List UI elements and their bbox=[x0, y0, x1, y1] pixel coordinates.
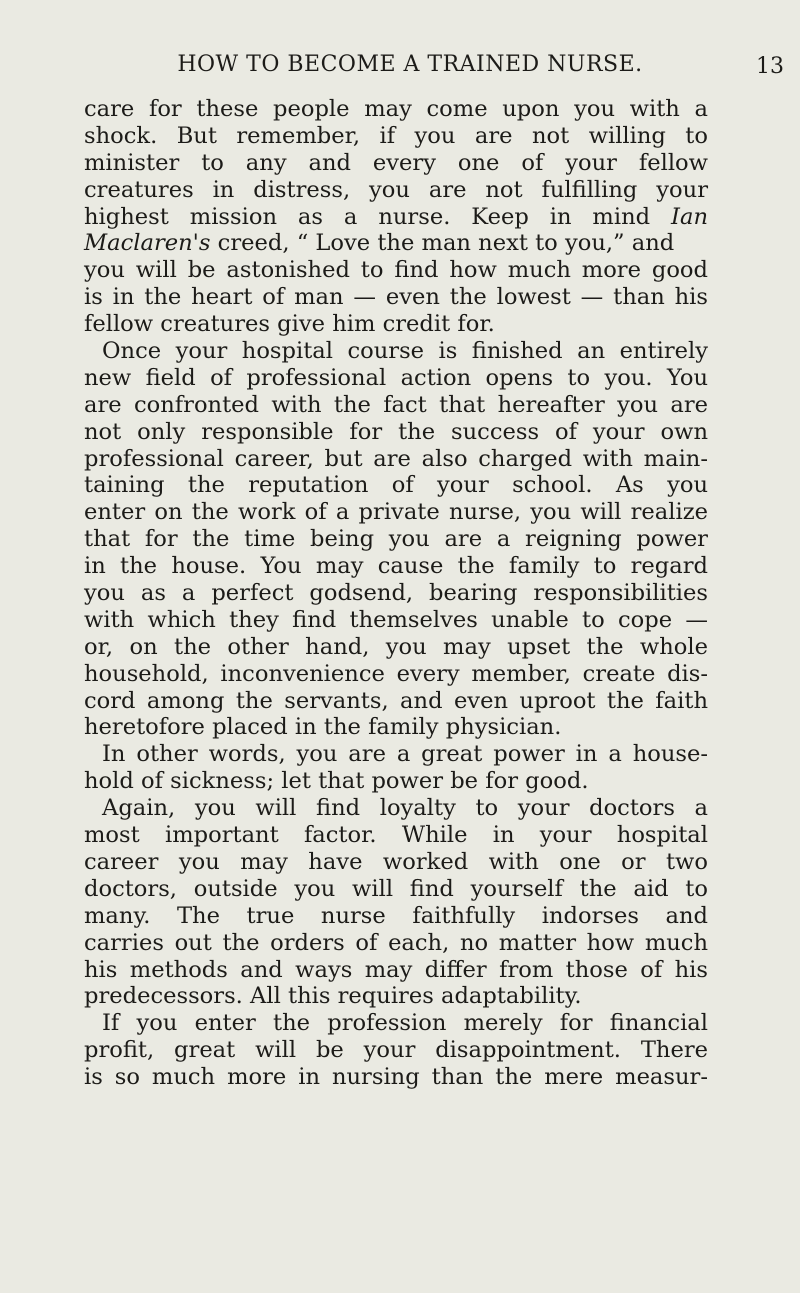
text-line: care for these people may come upon you with a bbox=[84, 96, 708, 122]
text-line: you will be astonished to find how much more good bbox=[84, 257, 708, 284]
text-line: in the house. You may cause the family to regard bbox=[84, 553, 708, 580]
text-line: profit, great will be your disappointment. There bbox=[84, 1037, 708, 1064]
text-line: heretofore placed in the family physician. bbox=[84, 714, 562, 741]
text-line: cord among the servants, and even uproot the faith bbox=[84, 687, 708, 714]
text-line: not only responsible for the success of your own bbox=[84, 418, 708, 445]
text-line: professional career, but are also charged with main- bbox=[84, 445, 708, 472]
text-line: minister to any and every one of your fellow bbox=[84, 149, 708, 176]
text-line: doctors, outside you will find yourself the aid to bbox=[84, 875, 708, 902]
text-line: carries out the orders of each, no matter how much bbox=[84, 929, 708, 956]
text-line: taining the reputation of your school. As you bbox=[84, 472, 708, 499]
text-line: with which they find themselves unable to cope — bbox=[84, 606, 708, 633]
text-line: new field of professional action opens to you. You bbox=[84, 364, 708, 391]
text-line: household, inconvenience every member, create dis- bbox=[84, 660, 708, 687]
text-line: is so much more in nursing than the mere measur- bbox=[84, 1064, 708, 1091]
text-line: fellow creatures give him credit for. bbox=[84, 311, 495, 338]
text-line bbox=[84, 230, 708, 257]
text-line: career you may have worked with one or two bbox=[84, 848, 708, 875]
text-line: In other words, you are a great power in a house- bbox=[102, 741, 708, 768]
text-line: many. The true nurse faithfully indorses and bbox=[84, 902, 708, 929]
text-line: If you enter the profession merely for financial bbox=[102, 1010, 708, 1037]
italic-name: Maclaren's bbox=[84, 230, 211, 257]
text-line: predecessors. All this requires adaptability. bbox=[84, 983, 582, 1010]
text-line: enter on the work of a private nurse, you will realize bbox=[84, 499, 708, 526]
text-line-part: creed, “ Love the man next to you,” and bbox=[210, 230, 675, 257]
text-line: most important factor. While in your hospital bbox=[84, 822, 708, 849]
text-line: Again, you will find loyalty to your doctors a bbox=[102, 795, 708, 822]
text-line: shock. But remember, if you are not willing to bbox=[84, 122, 708, 149]
text-line-part: highest mission as a nurse. Keep in mind bbox=[84, 203, 651, 230]
text-line: creatures in distress, you are not fulfilling your bbox=[84, 176, 708, 203]
text-line: his methods and ways may differ from those of his bbox=[84, 956, 708, 983]
running-head bbox=[60, 52, 784, 82]
text-line bbox=[84, 204, 708, 231]
text-line: hold of sickness; let that power be for good. bbox=[84, 768, 589, 795]
body-text bbox=[84, 96, 708, 1091]
text-line: that for the time being you are a reigning power bbox=[84, 526, 708, 553]
text-line: are confronted with the fact that hereafter you are bbox=[84, 391, 708, 418]
italic-name: Ian bbox=[671, 203, 708, 230]
text-line: Once your hospital course is finished an entirely bbox=[102, 338, 708, 365]
text-line: is in the heart of man — even the lowest — than his bbox=[84, 284, 708, 311]
text-line: or, on the other hand, you may upset the whole bbox=[84, 633, 708, 660]
text-line: you as a perfect godsend, bearing responsibilities bbox=[84, 580, 708, 607]
page-number: 13 bbox=[756, 54, 784, 79]
running-title: HOW TO BECOME A TRAINED NURSE. bbox=[177, 52, 643, 77]
